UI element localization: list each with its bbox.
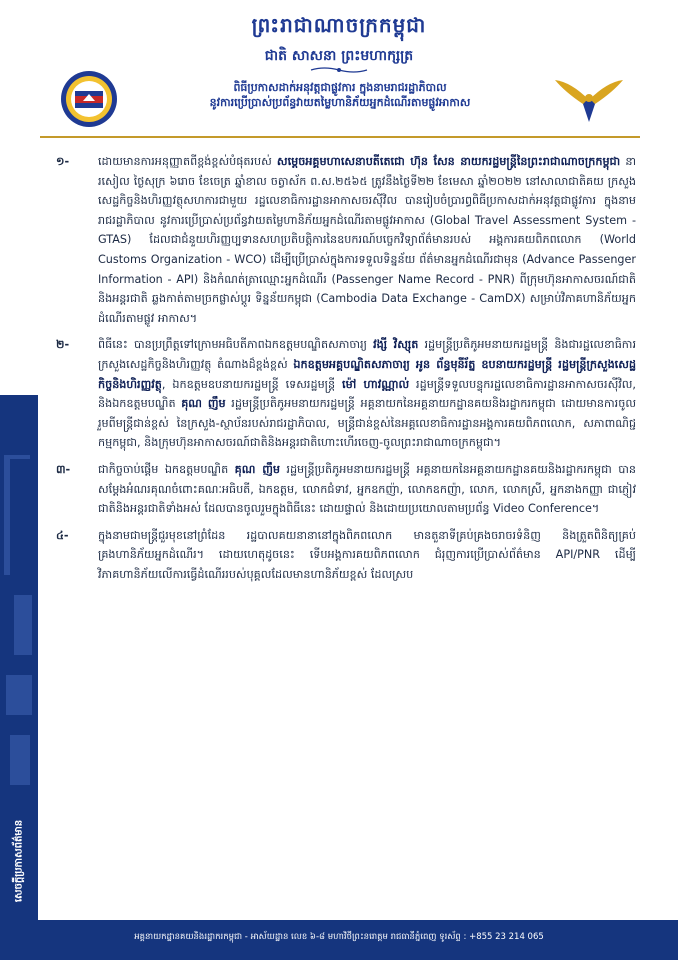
- paragraph-number: ២-: [56, 338, 70, 352]
- national-motto: ជាតិ សាសនា ព្រះមហាក្សត្រ: [264, 48, 414, 64]
- paragraph-1: [56, 152, 636, 328]
- announcement-title-line-1: ពិធីប្រកាសដាក់អនុវត្តជាផ្លូវការ ក្នុងនាមរាជរដ្ឋាភិបាល: [233, 81, 447, 94]
- footer-address: អគ្គនាយកដ្ឋានគយនិងរដ្ឋាករកម្ពុជា - អាស័យដ្ឋាន លេខ ៦-៨ មហាវិថីព្រះនរោត្តម រាជធានីភ្នំពេញ ទូរស័ព្ទ : +855 23 214 065: [134, 932, 544, 942]
- announcement-title: [130, 80, 550, 110]
- letterhead: [0, 0, 678, 140]
- paragraph-text: រដ្ឋមន្ត្រីទទួលបន្ទុករដ្ឋលេខាធិការដ្ឋានអាកាសចរស៊ីវិល, និងឯកឧត្តមបណ្ឌិត: [98, 377, 636, 411]
- footer-bar: [0, 920, 678, 960]
- paragraph-text: រដ្ឋមន្ត្រីប្រតិភូអមនាយករដ្ឋមន្ត្រី អគ្គនាយកនៃអគ្គនាយកដ្ឋានគយនិងរដ្ឋាករកម្ពុជា ដោយមានការចូលរួមពីមន្ត្រីជាន់ខ្ពស់ នៃក្រសួង-ស្ថាប័នរបស់រាជរដ្ឋាភិបាល, មន្ត្រីជាន់ខ្ពស់នៃអគ្គលេខាធិការដ្ឋានអង្គការគយពិភពលោក, សភាពាណិជ្ជកម្មកម្ពុជា, និងក្រុមហ៊ុនអាកាសចរណ៍ជាតិនិងអន្តរជាតិហោះហើរចេញ-ចូលព្រះរាជាណាចក្រកម្ពុជា។: [98, 397, 636, 450]
- bold-name-text: សម្តេចអគ្គមហាសេនាបតីតេជោ ហ៊ុន សែន នាយករដ្ឋមន្ត្រីនៃព្រះរាជាណាចក្រកម្ពុជា: [276, 155, 621, 168]
- customs-emblem-icon: [60, 70, 118, 128]
- press-release-body: [56, 152, 636, 591]
- paragraph-2: [56, 335, 636, 453]
- paragraph-4: [56, 526, 636, 585]
- paragraph-number: ៤-: [56, 528, 69, 542]
- paragraph-text: ជាកិច្ចចាប់ផ្តើម ឯកឧត្តមបណ្ឌិត: [98, 462, 235, 476]
- bold-name-text: ឯកឧត្តមអគ្គបណ្ឌិតសភាចារ្យ អូន ព័ន្ធមុនីរ័ត្ន ឧបនាយករដ្ឋមន្ត្រី រដ្ឋមន្ត្រីក្រសួងសេដ្ឋកិច្ចនិងហិរញ្ញវត្ថុ: [98, 357, 636, 391]
- paragraph-text: រដ្ឋមន្ត្រីប្រតិភូអមនាយករដ្ឋមន្ត្រី និងជារដ្ឋលេខាធិការក្រសួងសេដ្ឋកិច្ចនិងហិរញ្ញវត្ថុ តំណាងដ៏ខ្ពង់ខ្ពស់: [98, 338, 636, 371]
- header-divider: [40, 136, 640, 138]
- paragraph-text: ដោយមានការអនុញ្ញាតពីខ្ពង់ខ្ពស់បំផុតរបស់: [98, 155, 277, 168]
- paragraph-text: នារសៀល ថ្ងៃសុក្រ ៦រោច ខែចេត្រ ឆ្នាំខាល ចត្វាស័ក ព.ស.២៥៦៥ ត្រូវនឹងថ្ងៃទី២២ ខែមេសា ឆ្នាំ២០២២ នៅសាលាជាតិគយ ក្រសួងសេដ្ឋកិច្ចនិងហិរញ្ញវត្ថុសហការជាមួយ រដ្ឋលេខាធិការដ្ឋានអាកាសចរស៊ីវិល បានរៀបចំប្រារព្ធពិធីប្រកាសដាក់អនុវត្តជាផ្លូវការ ក្នុងនាមរាជរដ្ឋាភិបាល នូវការប្រើប្រាស់ប្រព័ន្ធវាយតម្លៃហានិភ័យអ្នកដំណើរតាមផ្លូវអាកាស (Global Travel Assessment System - GTAS) ដែលជាជំនួយហិរញ្ញប្បទានសហប្រតិបត្តិការនៃឧបករណ៍បច្ចេកវិទ្យាព័ត៌មានរបស់ អង្គការគយពិភពលោក (World Customs Organization - WCO) ដើម្បីប្រើប្រាស់ក្នុងការទទួលទិន្នន័យ ព័ត៌មានអ្នកដំណើរជាមុន (Advance Passenger Information - API) និងកំណត់ត្រាឈ្មោះអ្នកដំណើរ (Passenger Name Record - PNR) ពីក្រុមហ៊ុនអាកាសចរណ៍ជាតិនិងអន្តរជាតិ ឆ្លងកាត់តាមច្រកផ្លាស់ប្តូរ ទិន្នន័យកម្ពុជា (Cambodia Data Exchange - CamDX) សម្រាប់វិភាគហានិភ័យអ្នកដំណើរតាមផ្លូវ អាកាស។: [98, 155, 636, 325]
- ornament-divider-icon: [309, 66, 369, 74]
- bold-name-text: ម៉ៅ ហាវណ្ណាល់: [342, 377, 410, 391]
- announcement-title-line-2: នូវការប្រើប្រាស់ប្រព័ន្ធវាយតម្លៃហានិភ័យអ្នកដំណើរតាមផ្លូវអាកាស: [209, 96, 471, 109]
- paragraph-text: រដ្ឋមន្ត្រីប្រតិភូអមនាយករដ្ឋមន្ត្រី អគ្គនាយកនៃអគ្គនាយកដ្ឋានគយនិងរដ្ឋាករកម្ពុជា បានសម្តែងអំណរគុណចំពោះគណៈអធិបតី, ឯកឧត្តម, លោកជំទាវ, អ្នកឧកញ៉ា, លោកឧកញ៉ា, លោក, លោកស្រី, អ្នកនាងកញ្ញា ជាភ្ញៀវជាតិនិងអន្តរជាតិទាំងអស់ ដែលបានចូលរួមក្នុងពិធីនេះ ដោយផ្ទាល់ និងដោយប្រយោលតាមប្រព័ន្ធ Video Conference។: [98, 462, 636, 516]
- bold-name-text: វង្សី វិស្សុត: [373, 338, 419, 352]
- paragraph-text: ពិធីនេះ បានប្រព្រឹត្តទៅក្រោមអធិបតីភាពឯកឧត្តមបណ្ឌិតសភាចារ្យ: [98, 338, 374, 352]
- bold-name-text: គុណ ញឹម: [181, 397, 226, 411]
- bold-name-text: គុណ ញឹម: [234, 462, 280, 476]
- paragraph-3: [56, 460, 636, 519]
- paragraph-text: , ឯកឧត្តមឧបនាយករដ្ឋមន្ត្រី ទេសរដ្ឋមន្ត្រី: [161, 377, 343, 391]
- press-release-side-label: [0, 806, 38, 916]
- paragraph-number: ៣-: [56, 462, 71, 476]
- paragraph-number: ១-: [56, 155, 70, 168]
- press-release-side-label-text: សេចក្តីប្រកាសព័ត៌មាន: [13, 819, 25, 903]
- kingdom-title: ព្រះរាជាណាចក្រកម្ពុជា: [251, 13, 427, 37]
- wings-emblem-icon: [553, 72, 625, 126]
- paragraph-text: ក្នុងនាមជាមន្ត្រីជួរមុខនៅព្រំដែន រដ្ឋបាលគយនានានៅក្នុងពិភពលោក មានតួនាទីគ្រប់គ្រងចរាចរទំនិញ និងត្រួតពិនិត្យគ្រប់គ្រងហានិភ័យអ្នកដំណើរ។ ដោយហេតុដូចនេះ ទើបអង្គការគយពិភពលោក ជំរុញការប្រើប្រាស់ព័ត៌មាន API/PNR ដើម្បីវិភាគហានិភ័យលើការធ្វើដំណើររបស់បុគ្គលដែលមានហានិភ័យខ្ពស់ ដែលស្រប: [98, 528, 636, 581]
